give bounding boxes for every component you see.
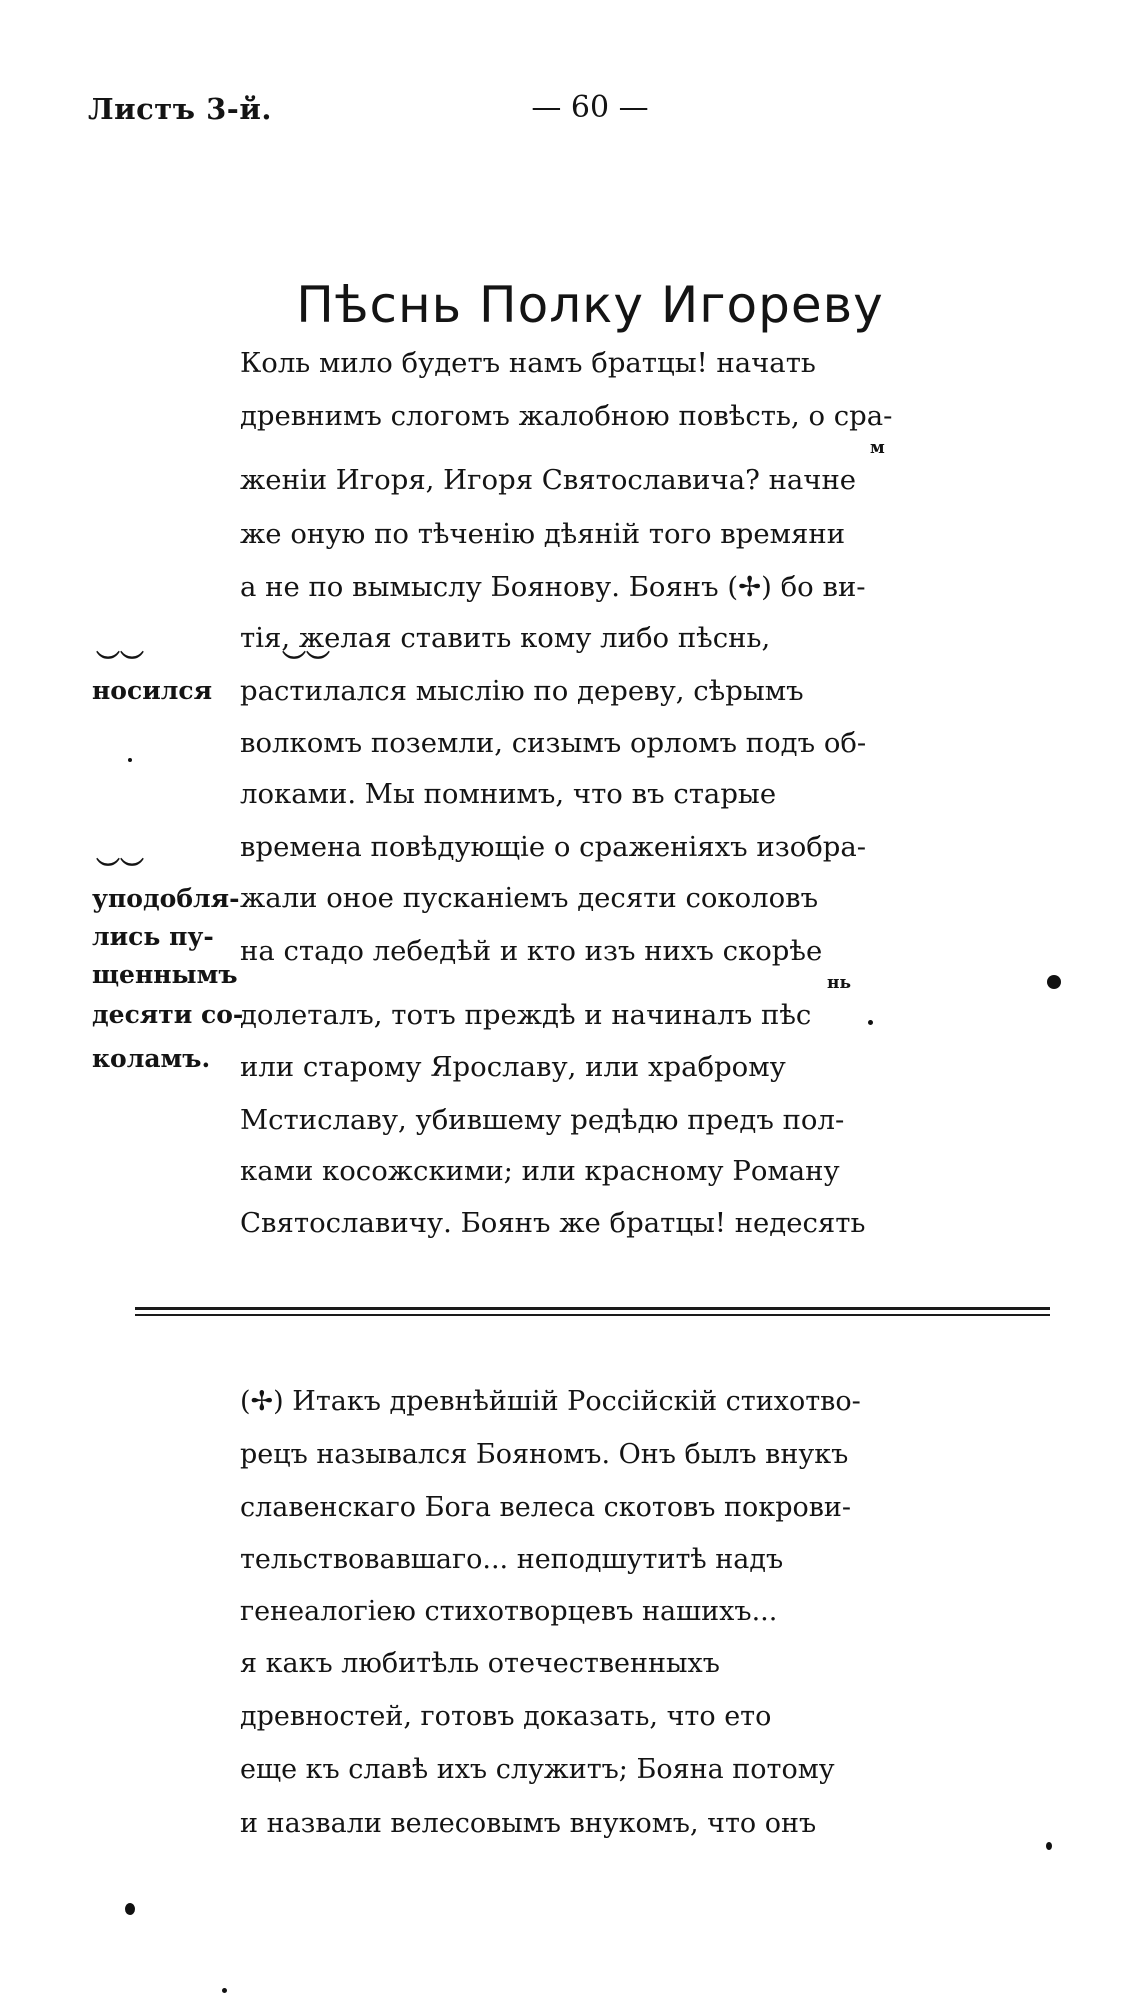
- body-line: же оную по тѣченію дѣяній того времяни: [240, 518, 846, 550]
- interlinear-mark: м: [870, 438, 885, 458]
- body-line: жали оное пусканіемъ десяти соколовъ: [240, 882, 819, 914]
- body-line: долеталъ, тотъ преждѣ и начиналъ пѣс: [240, 999, 812, 1031]
- body-line: локами. Мы помнимъ, что въ старые: [240, 778, 777, 810]
- ink-speck: [1046, 1842, 1052, 1850]
- tilde-mark: ︶︶: [96, 648, 144, 677]
- body-line: тія, желая ставить кому либо пѣснь,: [240, 622, 771, 654]
- margin-note: уподобля-: [92, 884, 240, 913]
- footnote-line: (✢) Итакъ древнѣйшій Россійскій стихотво-: [240, 1386, 861, 1417]
- footnote-line: еще къ славѣ ихъ служитъ; Бояна потому: [240, 1754, 835, 1785]
- body-line: а не по вымыслу Боянову. Боянъ (✢) бо ви-: [240, 571, 866, 603]
- separator-rule: [135, 1307, 1050, 1310]
- margin-note: коламъ.: [92, 1044, 211, 1073]
- sheet-label: Листъ 3-й.: [88, 92, 272, 126]
- ink-speck: [222, 1988, 227, 1993]
- tilde-mark: ︶︶: [282, 648, 330, 677]
- margin-note: щеннымъ: [92, 960, 238, 989]
- separator-rule: [135, 1314, 1050, 1316]
- ink-speck: [128, 758, 132, 762]
- body-line: времена повѣдующіе о сраженіяхъ изобра-: [240, 831, 867, 863]
- ink-speck: [125, 1903, 135, 1915]
- footnote-line: и назвали велесовымъ внукомъ, что онъ: [240, 1808, 817, 1839]
- body-line: женіи Игоря, Игоря Святославича? начне: [240, 464, 857, 496]
- footnote-line: древностей, готовъ доказать, что ето: [240, 1701, 772, 1732]
- tilde-mark: ︶︶: [96, 855, 144, 884]
- footnote-line: рецъ назывался Бояномъ. Онъ былъ внукъ: [240, 1439, 849, 1470]
- body-line: растилался мыслію по дереву, сѣрымъ: [240, 675, 804, 707]
- body-line: древнимъ слогомъ жалобною повѣсть, о сра-: [240, 400, 893, 432]
- margin-note: лись пу-: [92, 922, 214, 951]
- margin-note: десяти со-: [92, 1000, 244, 1029]
- ink-speck: [868, 1020, 873, 1025]
- footnote-line: генеалогіею стихотворцевъ нашихъ...: [240, 1596, 778, 1627]
- footnote-line: я какъ любитѣль отечественныхъ: [240, 1648, 720, 1679]
- body-line: на стадо лебедѣй и кто изъ нихъ скорѣе: [240, 935, 823, 967]
- body-line: Мстиславу, убившему редѣдю предъ пол-: [240, 1104, 845, 1136]
- body-line: волкомъ поземли, сизымъ орломъ подъ об-: [240, 727, 867, 759]
- body-line: Коль мило будетъ намъ братцы! начать: [240, 347, 816, 379]
- footnote-line: славенскаго Бога велеса скотовъ покрови-: [240, 1492, 852, 1523]
- page-number: — 60 —: [531, 90, 649, 125]
- poem-title: Пѣснь Полку Игореву: [296, 275, 884, 334]
- body-line: Святославичу. Боянъ же братцы! недесять: [240, 1207, 866, 1239]
- margin-note: носился: [92, 676, 213, 705]
- body-line: ками косожскими; или красному Роману: [240, 1155, 840, 1187]
- footnote-line: тельствовавшаго... неподшутитѣ надъ: [240, 1544, 784, 1575]
- body-line: или старому Ярославу, или храброму: [240, 1051, 786, 1083]
- interlinear-mark: нь: [827, 973, 851, 993]
- ink-speck: [1047, 975, 1061, 989]
